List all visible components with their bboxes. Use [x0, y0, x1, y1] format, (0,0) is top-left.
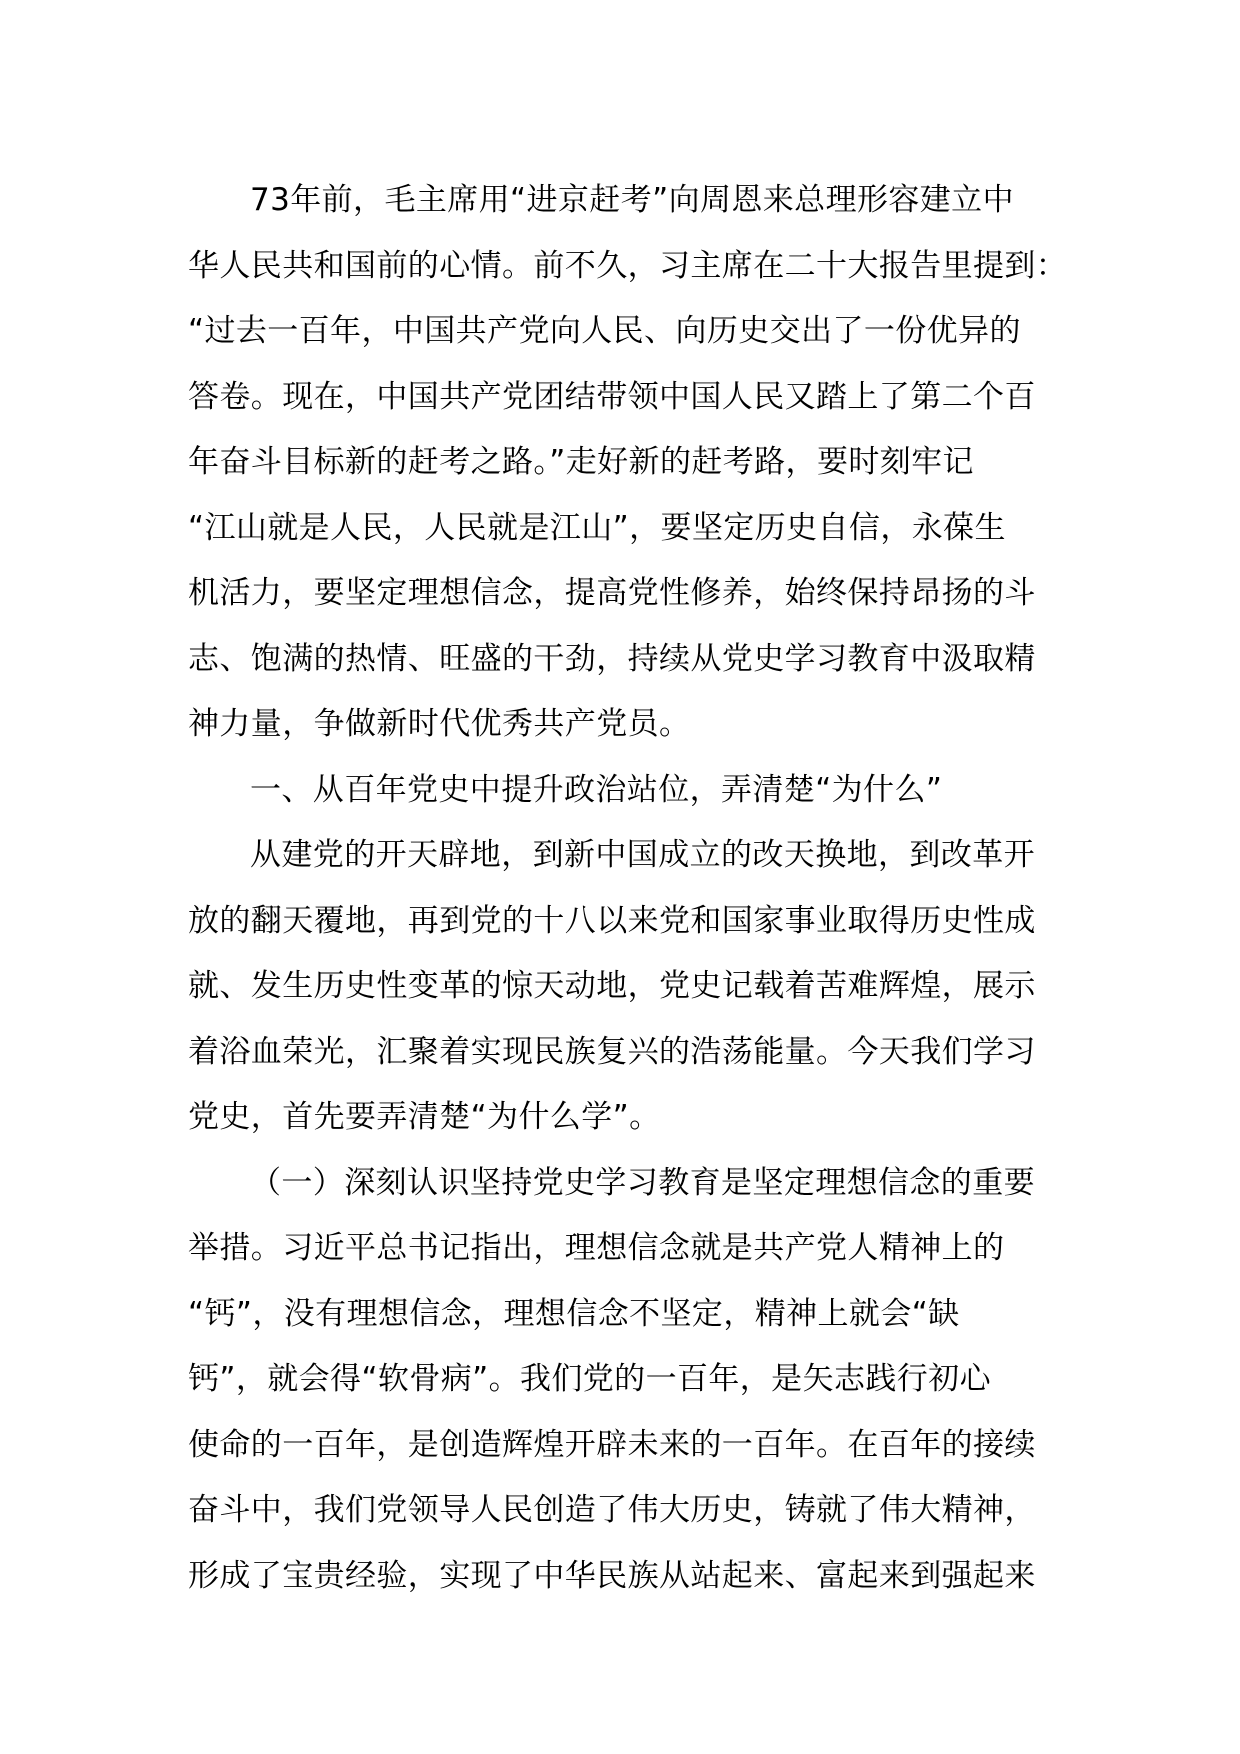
- text-line: 志、饱满的热情、旺盛的干劲，持续从党史学习教育中汲取精: [188, 640, 1036, 677]
- subsection-heading: （一）深刻认识坚持党史学习教育是坚定理想信念的重要: [250, 1164, 1035, 1201]
- text-line: 就、发生历史性变革的惊天动地，党史记载着苦难辉煌，展示: [188, 968, 1036, 1004]
- text-line: 机活力，要坚定理想信念，提高党性修养，始终保持昂扬的斗: [188, 575, 1036, 611]
- text-line: 举措。习近平总书记指出，理想信念就是共产党人精神上的: [188, 1230, 1005, 1266]
- text-line: 年奋斗目标新的赶考之路。”走好新的赶考路，要时刻牢记: [188, 444, 974, 480]
- section-heading: 一、从百年党史中提升政治站位，弄清楚“为什么”: [250, 771, 943, 808]
- text-line: 神力量，争做新时代优秀共产党员。: [188, 706, 691, 742]
- text-line: 73年前，毛主席用“进京赶考”向周恩来总理形容建立中: [250, 182, 1014, 218]
- text-line: 钙”，就会得“软骨病”。我们党的一百年，是矢志践行初心: [188, 1361, 991, 1397]
- text-line: “江山就是人民，人民就是江山”，要坚定历史自信，永葆生: [188, 509, 1006, 546]
- document-body: [188, 168, 1068, 1609]
- text-line: 着浴血荣光，汇聚着实现民族复兴的浩荡能量。今天我们学习: [188, 1033, 1036, 1070]
- text-line: 形成了宝贵经验，实现了中华民族从站起来、富起来到强起来: [188, 1557, 1036, 1594]
- text-line: 奋斗中，我们党领导人民创造了伟大历史，铸就了伟大精神，: [188, 1492, 1036, 1528]
- text-line: 答卷。现在，中国共产党团结带领中国人民又踏上了第二个百: [188, 378, 1036, 415]
- text-line: “钙”，没有理想信念，理想信念不坚定，精神上就会“缺: [188, 1295, 960, 1332]
- text-line: “过去一百年，中国共产党向人民、向历史交出了一份优异的: [188, 313, 1021, 349]
- text-line: 放的翻天覆地，再到党的十八以来党和国家事业取得历史性成: [188, 902, 1036, 939]
- text-line: 使命的一百年，是创造辉煌开辟未来的一百年。在百年的接续: [188, 1426, 1036, 1463]
- text-line: 从建党的开天辟地，到新中国成立的改天换地，到改革开: [250, 837, 1035, 873]
- text-line: 华人民共和国前的心情。前不久，习主席在二十大报告里提到：: [188, 247, 1068, 284]
- text-line: 党史，首先要弄清楚“为什么学”。: [188, 1099, 661, 1135]
